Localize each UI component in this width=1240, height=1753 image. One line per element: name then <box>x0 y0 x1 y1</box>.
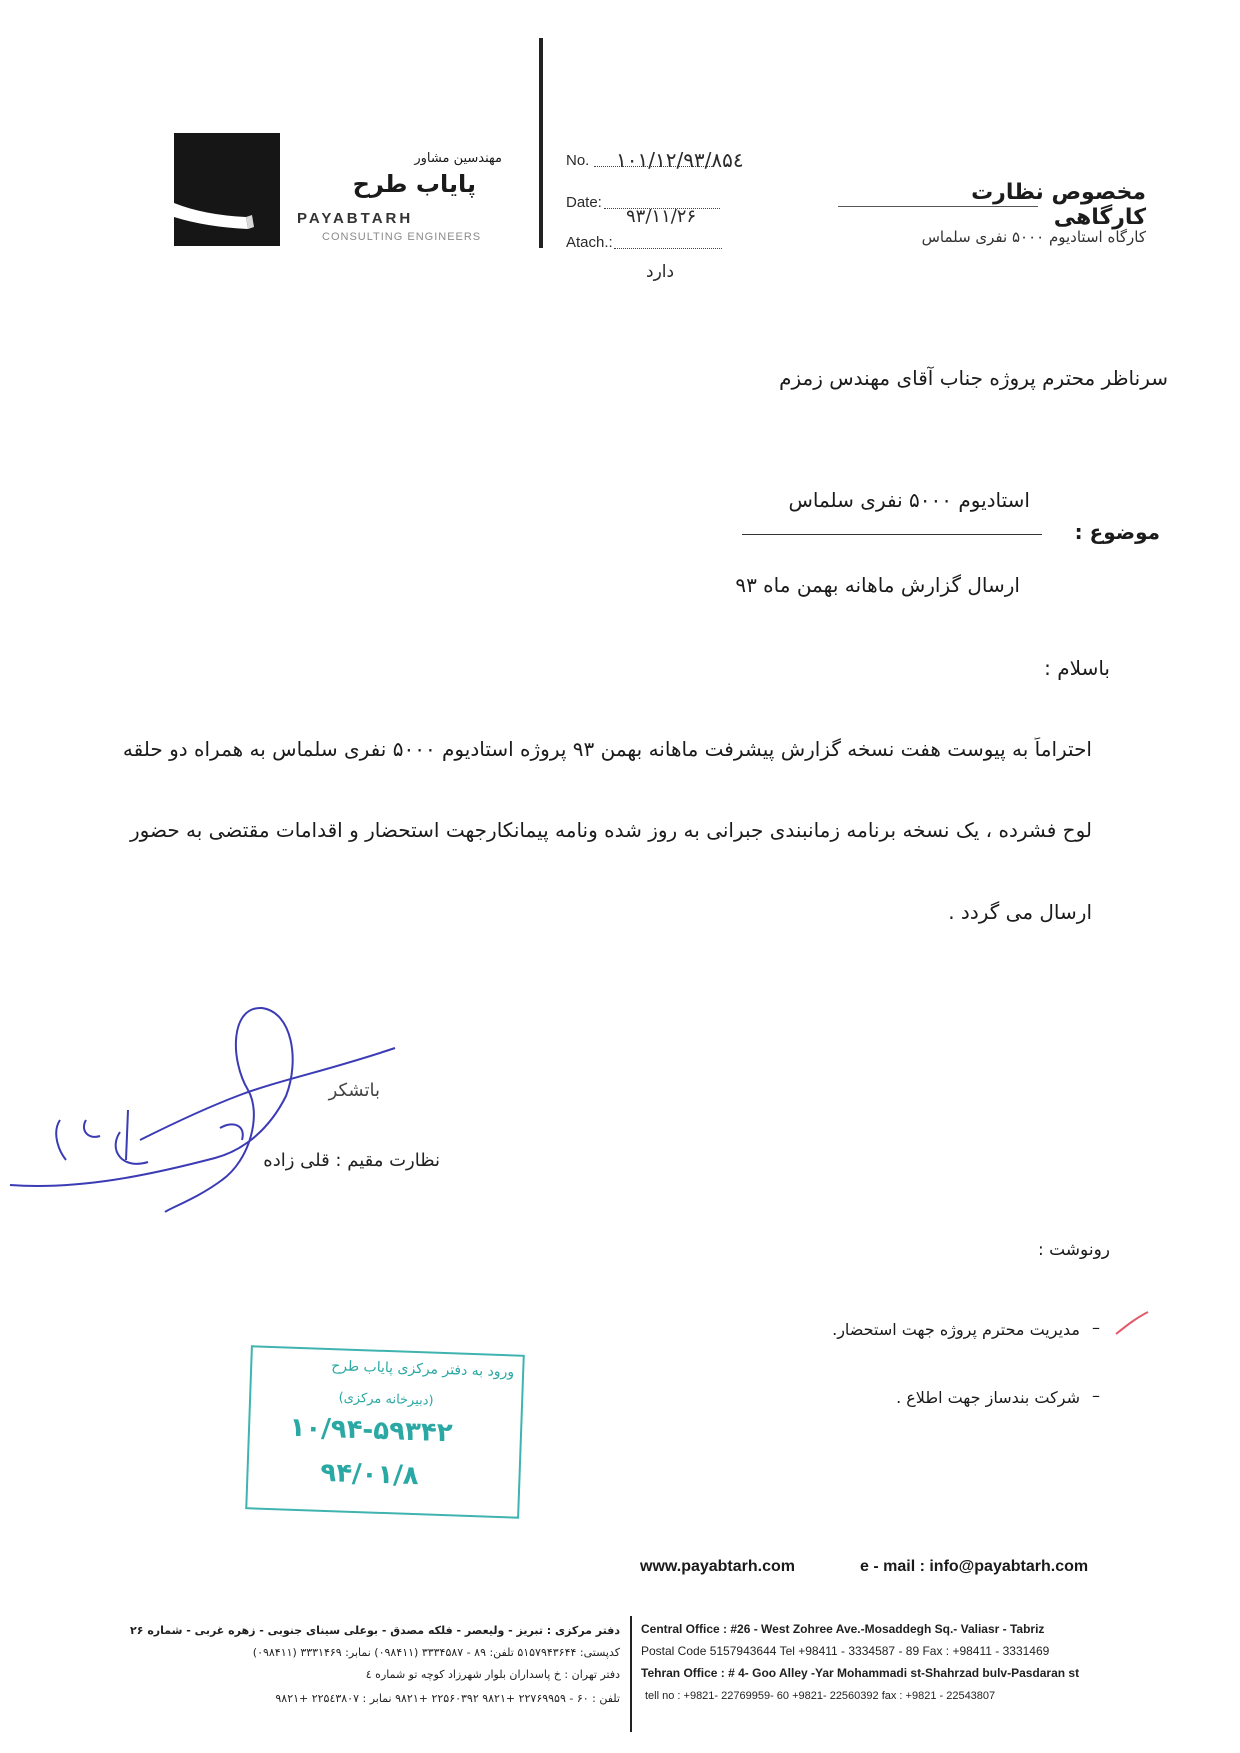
check-mark-icon <box>1112 1308 1152 1338</box>
logo-swoosh-icon <box>174 133 280 246</box>
cc-item-1: مدیریت محترم پروژه جهت استحضار. <box>832 1320 1080 1339</box>
footer-fa-line-1: دفتر مرکزی : تبریز - ولیعصر - فلکه مصدق - بوعلی سینای جنوبی - زهره غربی - شماره ۲۶ <box>130 1624 620 1637</box>
footer-en-line-4: tell no : +9821- 22769959- 60 +9821- 22560392 fax : +9821 - 22543807 <box>645 1690 996 1702</box>
footer-divider <box>630 1616 632 1732</box>
subject-line-2: ارسال گزارش ماهانه بهمن ماه ۹۳ <box>735 573 1020 597</box>
ref-date-value: ۹۳/۱۱/۲۶ <box>626 206 697 227</box>
special-title-underline <box>838 206 1038 207</box>
subject-label: موضوع : <box>1074 520 1160 544</box>
recipient: سرناظر محترم پروژه جناب آقای مهندس زمزم <box>779 366 1168 390</box>
greeting: باسلام : <box>1044 656 1110 680</box>
footer-fa-line-3: دفتر تهران : خ پاسداران بلوار شهرزاد کوچه تو شماره ٤ <box>365 1668 620 1681</box>
logo-en-name: PAYABTARH <box>297 210 414 227</box>
subject-underline <box>742 534 1042 535</box>
logo-en-sub: CONSULTING ENGINEERS <box>322 231 482 243</box>
footer-fa-line-4: تلفن : ۶۰ - ۲۲۷۶۹۹۵۹ +۹۸۲۱ ۲۲۵۶۰۳۹۲ +۹۸۲۱ نمابر : ۲۲۵٤۳۸۰۷ +۹۸۲۱ <box>275 1692 620 1705</box>
ref-number <box>566 150 816 180</box>
cc-dash-1: – <box>1092 1318 1100 1337</box>
ref-date-label: Date: <box>566 194 602 211</box>
ref-date <box>566 192 816 232</box>
special-site: کارگاه استادیوم ۵۰۰۰ نفری سلماس <box>921 228 1146 246</box>
stamp-number: ۱۰/۹۴-۵۹۳۴۲ <box>289 1412 454 1449</box>
ref-number-value: ۱۰۱/۱۲/۹۳/۸۵٤ <box>616 148 744 172</box>
subject-line-1: استادیوم ۵۰۰۰ نفری سلماس <box>788 488 1030 512</box>
stamp-date: ۹۴/۰۱/۸ <box>319 1457 420 1492</box>
footer-website-link[interactable]: www.payabtarh.com <box>640 1558 795 1575</box>
footer-en-line-3: Tehran Office : # 4- Goo Alley -Yar Mohammadi st-Shahrzad bulv-Pasdaran st <box>641 1666 1080 1680</box>
thanks: باتشکر <box>328 1080 380 1101</box>
cc-dash-2: – <box>1092 1386 1100 1405</box>
signature <box>0 1000 420 1220</box>
footer-en-line-2: Postal Code 5157943644 Tel +98411 - 3334587 - 89 Fax : +98411 - 3331469 <box>641 1644 1050 1658</box>
logo-fa-name: پایاب طرح <box>352 170 476 198</box>
ref-attach-value: دارد <box>646 262 675 282</box>
paragraph-line-2: لوح فشرده ، یک نسخه برنامه زمانبندی جبرانی به روز شده ونامه پیمانکارجهت استحضار و اقدامات مقتضی به حضور <box>129 818 1092 842</box>
footer-fa-line-2: کدپستی: ۵۱۵۷۹۴۳۶۴۴ تلفن: ۸۹ - ۳۳۳۴۵۸۷ (۰۹۸۴۱۱) نمابر: ۳۳۳۱۴۶۹ (۰۹۸۴۱۱) <box>252 1646 620 1659</box>
logo-fa-small: مهندسین مشاور <box>414 151 502 166</box>
cc-item-2: شرکت بندساز جهت اطلاع . <box>896 1388 1080 1407</box>
ref-attach <box>566 232 816 292</box>
stamp-line-2: (دبیرخانه مرکزی) <box>338 1390 434 1409</box>
header-divider <box>539 38 543 248</box>
ref-number-label: No. <box>566 152 590 169</box>
stamp-line-1: ورود به دفتر مرکزی پایاب طرح <box>330 1358 515 1381</box>
special-title: مخصوص نظارت کارگاهی <box>971 180 1146 230</box>
footer-en-line-1: Central Office : #26 - West Zohree Ave.-Mosaddegh Sq.- Valiasr - Tabriz <box>641 1622 1045 1636</box>
paragraph-line-3: ارسال می گردد . <box>948 900 1092 924</box>
paragraph-line-1: احتراماً به پیوست هفت نسخه گزارش پیشرفت ماهانه بهمن ۹۳ پروژه استادیوم ۵۰۰۰ نفری سلماس به همراه دو حلقه <box>122 737 1092 761</box>
receipt-stamp <box>245 1345 525 1518</box>
logo-mark <box>174 133 280 246</box>
signer: نظارت مقیم : قلی زاده <box>263 1150 440 1171</box>
footer-email-link[interactable]: e - mail : info@payabtarh.com <box>860 1558 1089 1575</box>
cc-label: رونوشت : <box>1037 1240 1110 1260</box>
ref-attach-label: Atach.: <box>566 234 613 251</box>
